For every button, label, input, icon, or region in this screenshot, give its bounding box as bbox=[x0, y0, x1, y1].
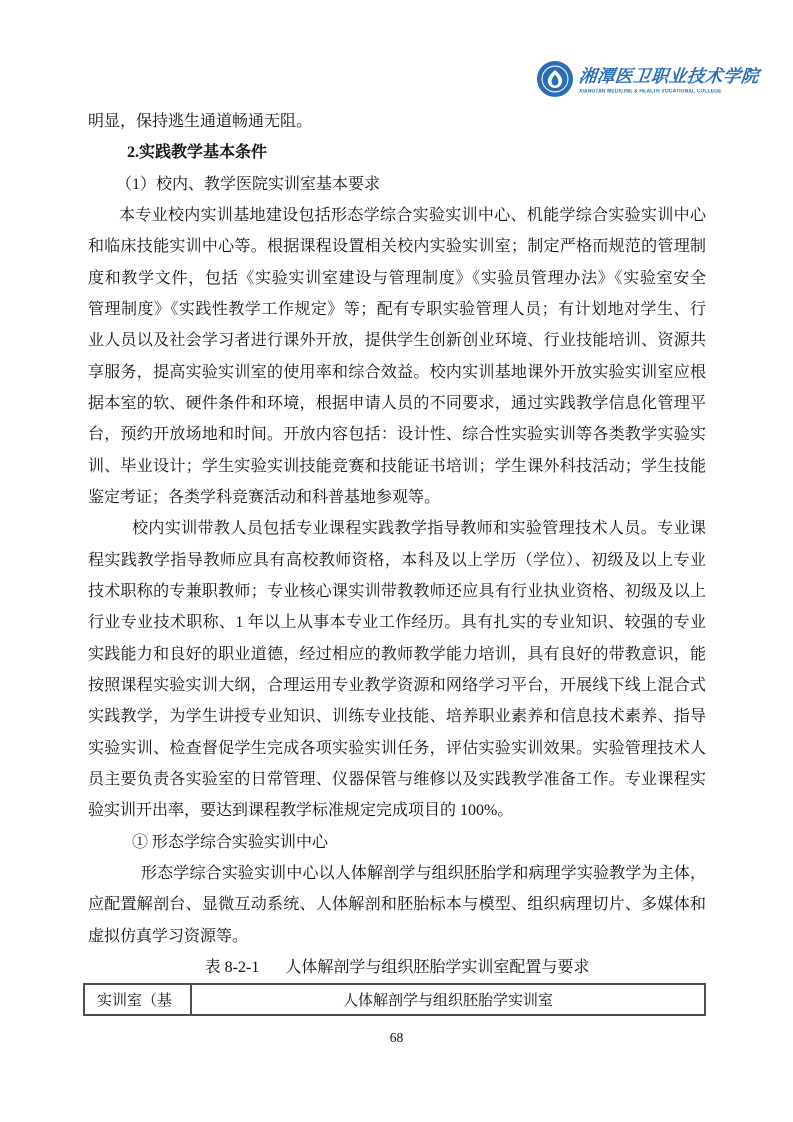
paragraph-training-instructors bbox=[88, 513, 706, 826]
table-cell-room-name: 人体解剖学与组织胚胎学实训室 bbox=[191, 984, 705, 1015]
college-name-en: XIANGTAN MEDICINE & HEALTH VOCATIONAL COLLEGE bbox=[579, 89, 722, 95]
college-logo bbox=[536, 60, 759, 98]
text-line: 训、毕业设计；学生实验实训技能竞赛和技能证书培训；学生课外科技活动；学生技能 bbox=[88, 457, 706, 475]
text-line: 台，预约开放场地和时间。开放内容包括：设计性、综合性实验实训等各类教学实验实 bbox=[88, 426, 706, 444]
text-line: 鉴定考证；各类学科竞赛活动和科普基地参观等。 bbox=[88, 488, 441, 506]
college-emblem-icon bbox=[536, 60, 574, 98]
table-caption-title: 人体解剖学与组织胚胎学实训室配置与要求 bbox=[285, 958, 590, 976]
text-line: 按照课程实验实训大纲，合理运用专业教学资源和网络学习平台，开展线下线上混合式 bbox=[88, 676, 706, 694]
text-line: 据本室的软、硬件条件和环境，根据申请人员的不同要求，通过实践教学信息化管理平 bbox=[88, 394, 706, 412]
carryover-text-line: 明显，保持逃生通道畅通无阻。 bbox=[88, 113, 313, 130]
item-heading-morphology-center: ① 形态学综合实验实训中心 bbox=[132, 833, 329, 851]
table-row bbox=[84, 984, 705, 1015]
text-line: 实践能力和良好的职业道德，经过相应的教师教学能力培训，具有良好的带教意识，能 bbox=[88, 645, 706, 663]
table-caption-label: 表 8-2-1 bbox=[204, 958, 260, 976]
text-line: 应配置解剖台、显微互动系统、人体解剖和胚胎标本与模型、组织病理切片、多媒体和 bbox=[88, 896, 706, 914]
table-cell-room-label: 实训室（基 bbox=[84, 984, 191, 1015]
text-line: 本专业校内实训基地建设包括形态学综合实验实训中心、机能学综合实验实训中心 bbox=[119, 206, 706, 224]
text-line: 实践教学，为学生讲授专业知识、训练专业技能、培养职业素养和信息技术素养、指导 bbox=[88, 708, 706, 726]
text-line: 行业专业技术职称、1 年以上从事本专业工作经历。具有扎实的专业知识、较强的专业 bbox=[88, 614, 706, 632]
text-line: 实验实训、检查督促学生完成各项实验实训任务，评估实验实训效果。实验管理技术人 bbox=[88, 739, 706, 757]
college-logo-text bbox=[579, 63, 759, 95]
text-line: 形态学综合实验实训中心以人体解剖学与组织胚胎学和病理学实验教学为主体， bbox=[141, 864, 706, 882]
section-heading: 2.实践教学基本条件 bbox=[127, 144, 268, 162]
text-line: 员主要负责各实验室的日常管理、仪器保管与维修以及实践教学准备工作。专业课程实 bbox=[88, 770, 706, 788]
paragraph-morphology-center bbox=[88, 858, 706, 952]
table-caption bbox=[88, 952, 706, 983]
text-line: 业人员以及社会学习者进行课外开放，提供学生创新创业环境、行业技能培训、资源共 bbox=[88, 332, 706, 350]
text-line: 验实训开出率，要达到课程教学标准规定完成项目的 100%。 bbox=[88, 802, 514, 820]
page-number: 68 bbox=[389, 1030, 404, 1045]
college-name-cn: 湘潭医卫职业技术学院 bbox=[577, 66, 760, 86]
paragraph-campus-training-base bbox=[88, 200, 706, 513]
document-body bbox=[88, 106, 706, 983]
text-line: 管理制度》《实践性教学工作规定》等；配有专职实验管理人员；有计划地对学生、行 bbox=[88, 300, 706, 318]
text-line: 校内实训带教人员包括专业课程实践教学指导教师和实验管理技术人员。专业课 bbox=[132, 520, 706, 538]
text-line: 和临床技能实训中心等。根据课程设置相关校内实验实训室；制定严格而规范的管理制 bbox=[88, 238, 706, 256]
text-line: 虚拟仿真学习资源等。 bbox=[88, 927, 249, 945]
training-room-spec-table bbox=[83, 983, 706, 1016]
text-line: 度和教学文件，包括《实验实训室建设与管理制度》《实验员管理办法》《实验室安全 bbox=[88, 269, 706, 287]
text-line: 享服务，提高实验实训室的使用率和综合效益。校内实训基地课外开放实验实训室应根 bbox=[88, 363, 706, 381]
text-line: 技术职称的专兼职教师；专业核心课实训带教教师还应具有行业执业资格、初级及以上 bbox=[88, 582, 706, 600]
subsection-heading: （1）校内、教学医院实训室基本要求 bbox=[116, 175, 381, 193]
text-line: 程实践教学指导教师应具有高校教师资格，本科及以上学历（学位）、初级及以上专业 bbox=[88, 551, 706, 569]
